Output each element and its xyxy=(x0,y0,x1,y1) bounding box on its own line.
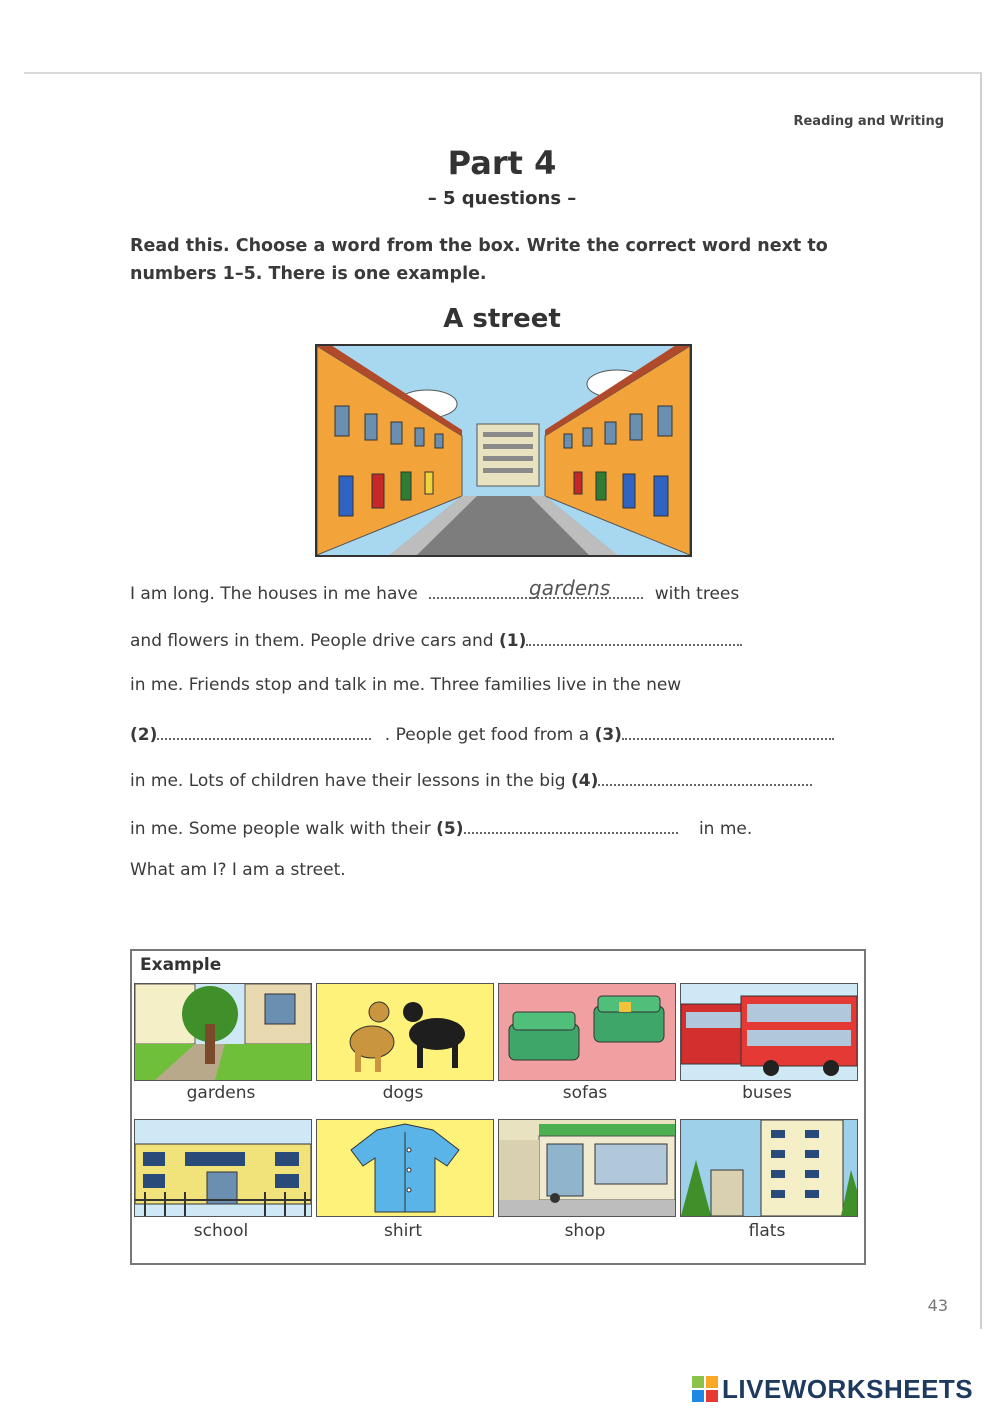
answer-blank-2[interactable] xyxy=(157,720,371,740)
story-line-3: (2) . People get food from a (3) xyxy=(130,720,834,745)
liveworksheets-mark-icon xyxy=(692,1376,718,1402)
word-buses: buses xyxy=(742,1083,792,1103)
story-line-5: in me. Some people walk with their (5) in me. xyxy=(130,814,752,839)
answer-blank-5[interactable] xyxy=(464,814,678,834)
flats-picture xyxy=(680,1119,858,1217)
story-line-4: in me. Lots of children have their lessons in the big (4) xyxy=(130,766,812,791)
answer-blank-1[interactable] xyxy=(526,626,742,646)
word-school: school xyxy=(193,1221,249,1241)
sofas-picture xyxy=(498,983,676,1081)
answer-blank-3[interactable] xyxy=(622,720,834,740)
school-picture xyxy=(134,1119,312,1217)
story-line-6: What am I? I am a street. xyxy=(130,860,346,880)
story-line-0: I am long. The houses in me have with trees xyxy=(130,579,739,604)
word-dogs: dogs xyxy=(382,1083,424,1103)
brand-name: LIVEWORKSHEETS xyxy=(722,1373,974,1404)
page-number: 43 xyxy=(927,1296,948,1315)
buses-picture xyxy=(680,983,858,1081)
story-line-2: in me. Friends stop and talk in me. Three families live in the new xyxy=(130,675,682,695)
worksheet-page xyxy=(24,72,982,1329)
word-box xyxy=(130,949,866,1265)
word-shirt: shirt xyxy=(383,1221,422,1241)
gardens-picture xyxy=(134,983,312,1081)
dogs-picture xyxy=(316,983,494,1081)
instructions: Read this. Choose a word from the box. Write the correct word next to numbers 1–5. There is one example. xyxy=(130,236,828,284)
part-subtitle: – 5 questions – xyxy=(427,188,577,209)
story-title: A street xyxy=(443,304,561,334)
shirt-picture xyxy=(316,1119,494,1217)
section-label: Reading and Writing xyxy=(793,114,944,129)
word-shop: shop xyxy=(564,1221,606,1241)
word-flats: flats xyxy=(748,1221,786,1241)
answer-blank-4[interactable] xyxy=(598,766,812,786)
word-gardens: gardens xyxy=(186,1083,256,1103)
example-answer: gardens xyxy=(529,576,611,600)
part-title: Part 4 xyxy=(447,144,557,182)
street-illustration xyxy=(315,344,692,557)
example-label: Example xyxy=(140,955,222,975)
story-line-1: and flowers in them. People drive cars and (1) xyxy=(130,626,742,651)
liveworksheets-logo[interactable] xyxy=(692,1374,973,1404)
word-sofas: sofas xyxy=(562,1083,608,1103)
shop-picture xyxy=(498,1119,676,1217)
